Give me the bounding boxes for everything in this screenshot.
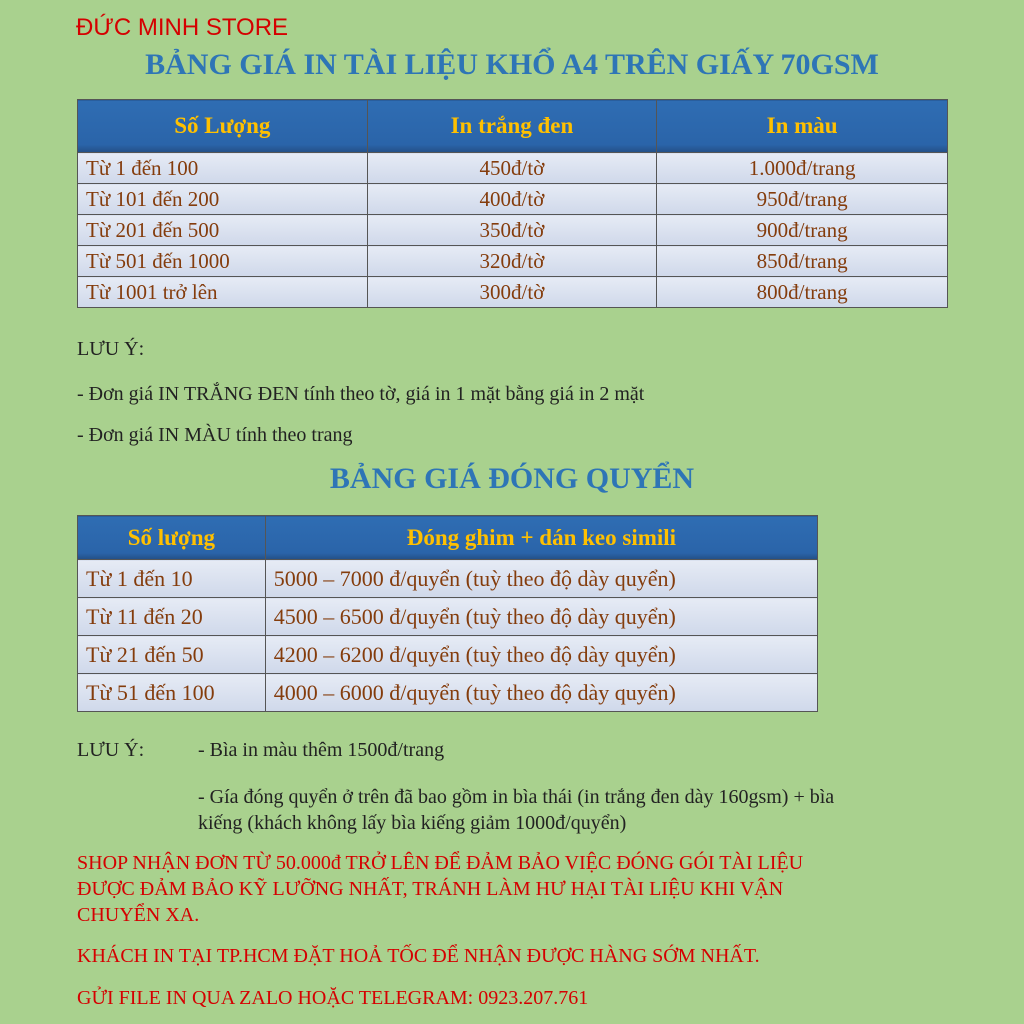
- min-order-notice-line1: SHOP NHẬN ĐƠN TỪ 50.000đ TRỞ LÊN ĐỂ ĐẢM BẢO VIỆC ĐÓNG GÓI TÀI LIỆU: [77, 852, 804, 874]
- table-header-row: [78, 100, 948, 153]
- print-price-title: BẢNG GIÁ IN TÀI LIỆU KHỔ A4 TRÊN GIẤY 70GSM: [145, 48, 879, 81]
- table-row: [78, 636, 818, 674]
- color-price-cell: 1.000đ/trang: [657, 153, 948, 184]
- express-notice: KHÁCH IN TẠI TP.HCM ĐẶT HOẢ TỐC ĐỂ NHẬN ĐƯỢC HÀNG SỚM NHẤT.: [77, 945, 760, 967]
- table-row: [78, 560, 818, 598]
- min-order-notice-line3: CHUYỂN XA.: [77, 904, 200, 926]
- binding-price-cell: 4000 – 6000 đ/quyển (tuỳ theo độ dày quyển): [265, 674, 817, 712]
- header-quantity: Số Lượng: [78, 100, 368, 153]
- print-note-color: - Đơn giá IN MÀU tính theo trang: [77, 424, 353, 446]
- table-row: [78, 277, 948, 308]
- table-header-row: [78, 516, 818, 560]
- binding-note-label: LƯU Ý:: [77, 739, 145, 761]
- quantity-cell: Từ 51 đến 100: [78, 674, 266, 712]
- bw-price-cell: 350đ/tờ: [367, 215, 657, 246]
- quantity-cell: Từ 1 đến 100: [78, 153, 368, 184]
- print-note-label: LƯU Ý:: [77, 338, 145, 360]
- color-price-cell: 850đ/trang: [657, 246, 948, 277]
- binding-price-cell: 5000 – 7000 đ/quyển (tuỳ theo độ dày quyển): [265, 560, 817, 598]
- header-binding-type: Đóng ghim + dán keo simili: [265, 516, 817, 560]
- bw-price-cell: 320đ/tờ: [367, 246, 657, 277]
- binding-price-title: BẢNG GIÁ ĐÓNG QUYỂN: [329, 462, 695, 495]
- header-bw-print: In trắng đen: [367, 100, 657, 153]
- bw-price-cell: 400đ/tờ: [367, 184, 657, 215]
- print-price-table: [77, 99, 948, 308]
- table-row: [78, 215, 948, 246]
- binding-price-cell: 4200 – 6200 đ/quyển (tuỳ theo độ dày quyển): [265, 636, 817, 674]
- table-row: [78, 246, 948, 277]
- quantity-cell: Từ 1 đến 10: [78, 560, 266, 598]
- table-row: [78, 598, 818, 636]
- header-color-print: In màu: [657, 100, 948, 153]
- binding-note-included-line1: - Gía đóng quyển ở trên đã bao gồm in bìa thái (in trắng đen dày 160gsm) + bìa: [198, 786, 835, 808]
- quantity-cell: Từ 21 đến 50: [78, 636, 266, 674]
- binding-price-table: [77, 515, 818, 712]
- store-name: ĐỨC MINH STORE: [76, 14, 289, 41]
- color-price-cell: 800đ/trang: [657, 277, 948, 308]
- quantity-cell: Từ 501 đến 1000: [78, 246, 368, 277]
- binding-note-included-line2: kiếng (khách không lấy bìa kiếng giảm 1000đ/quyển): [198, 812, 627, 834]
- table-row: [78, 153, 948, 184]
- binding-price-cell: 4500 – 6500 đ/quyển (tuỳ theo độ dày quyển): [265, 598, 817, 636]
- bw-price-cell: 300đ/tờ: [367, 277, 657, 308]
- table-row: [78, 184, 948, 215]
- header-quantity: Số lượng: [78, 516, 266, 560]
- bw-price-cell: 450đ/tờ: [367, 153, 657, 184]
- quantity-cell: Từ 11 đến 20: [78, 598, 266, 636]
- min-order-notice-line2: ĐƯỢC ĐẢM BẢO KỸ LƯỠNG NHẤT, TRÁNH LÀM HƯ HẠI TÀI LIỆU KHI VẬN: [77, 878, 784, 900]
- quantity-cell: Từ 101 đến 200: [78, 184, 368, 215]
- color-price-cell: 950đ/trang: [657, 184, 948, 215]
- print-note-bw: - Đơn giá IN TRẮNG ĐEN tính theo tờ, giá in 1 mặt bằng giá in 2 mặt: [77, 383, 645, 405]
- table-row: [78, 674, 818, 712]
- quantity-cell: Từ 1001 trở lên: [78, 277, 368, 308]
- binding-note-cover: - Bìa in màu thêm 1500đ/trang: [198, 739, 445, 761]
- contact-notice: GỬI FILE IN QUA ZALO HOẶC TELEGRAM: 0923.207.761: [77, 987, 589, 1009]
- color-price-cell: 900đ/trang: [657, 215, 948, 246]
- quantity-cell: Từ 201 đến 500: [78, 215, 368, 246]
